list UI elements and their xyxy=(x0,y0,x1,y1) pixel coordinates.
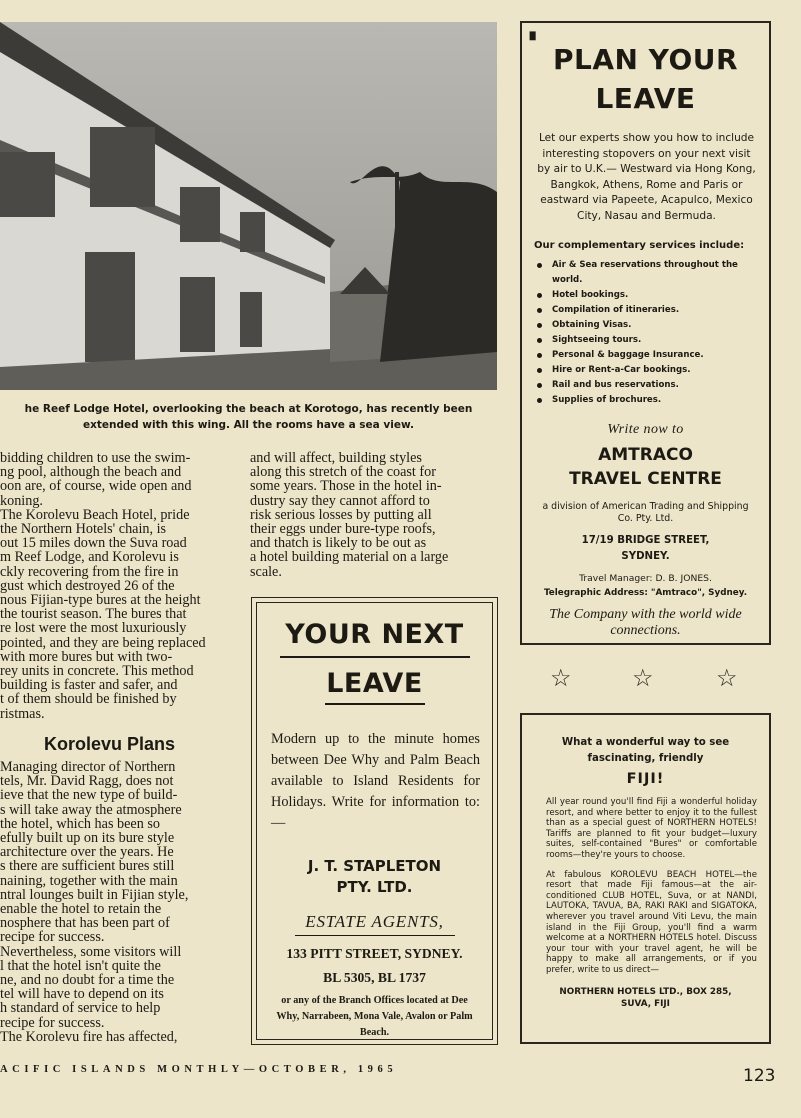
company-name: AMTRACO xyxy=(598,445,693,465)
article-line: nous Fijian-type bures at the height xyxy=(0,593,201,608)
article-line: l that the hotel isn't quite the xyxy=(0,958,161,974)
service-item: Compilation of itineraries. xyxy=(534,303,759,318)
travel-manager: Travel Manager: D. B. JONES. xyxy=(579,573,712,584)
article-line: a hotel building material on a large xyxy=(250,550,449,565)
article-line: h standard of service to help xyxy=(0,1001,161,1016)
street-address: 17/19 BRIDGE STREET, xyxy=(581,535,710,546)
headline-rule xyxy=(280,656,470,658)
stapleton-advert xyxy=(251,597,498,1045)
article-line: nosphere that has been part of xyxy=(0,916,170,931)
article-line: tel will have to depend on its xyxy=(0,987,164,1002)
article-line: some years. Those in the hotel in- xyxy=(250,479,442,494)
article-line: ne, and no doubt for a time the xyxy=(0,973,175,988)
star-icon: ☆ xyxy=(632,666,654,692)
city: SYDNEY. xyxy=(621,551,670,562)
article-line: tels, Mr. David Ragg, does not xyxy=(0,774,174,789)
northern-hotels-advert xyxy=(520,713,771,1044)
article-line: ng pool, although the beach and xyxy=(0,465,182,480)
company-name: J. T. STAPLETON xyxy=(307,857,442,875)
article-line: s there are sufficient bures still xyxy=(0,859,175,874)
advert-paragraph-1: All year round you'll find Fiji a wonderful holiday resort, and where better to enjoy it to the fullest than as a special guest of NORTHERN HOTELS! Tariffs are planned to fit your budget—luxury suites, self-contained "Bures" or comfortable rooms—they're yours to choose. xyxy=(546,797,757,860)
article-line: t of them should be finished by xyxy=(0,692,177,707)
company-suffix: PTY. LTD. xyxy=(336,878,413,896)
article-line: and thatch is likely to be out as xyxy=(250,536,427,551)
article-line: scale. xyxy=(250,564,282,579)
hotel-photo xyxy=(0,22,497,390)
services-heading: Our complementary services include: xyxy=(534,240,745,251)
article-line: Nevertheless, some visitors will xyxy=(0,944,182,959)
article-line: the hotel, which has been so xyxy=(0,816,160,832)
advert-intro: Let our experts show you how to include interesting stopovers on your next visit by air to U.K.— Westward via Hong Kong, Bangkok, Athens, Rome and Paris or eastward via Papeete, Acapulco, Mexico City, Nasau and Bermuda. xyxy=(537,132,756,222)
article-line: ristmas. xyxy=(0,706,45,721)
branch-offices: or any of the Branch Offices located at Dee Why, Narrabeen, Mona Vale, Avalon or Palm Beach. xyxy=(276,995,473,1038)
photo-caption: he Reef Lodge Hotel, overlooking the beach at Korotogo, has recently been extended with this wing. All the rooms have a sea view. xyxy=(24,403,473,431)
service-item: Sightseeing tours. xyxy=(534,333,759,348)
article-column-1 xyxy=(0,451,230,721)
company-division-name: TRAVEL CENTRE xyxy=(569,469,722,489)
advert-headline: What a wonderful way to see fascinating, friendly xyxy=(561,737,730,764)
page-number: 123 xyxy=(743,1066,776,1086)
article-line: Managing director of Northern xyxy=(0,760,176,775)
advert-headline-1: YOUR NEXT xyxy=(285,619,464,650)
article-line: the Northern Hotels' chain, is xyxy=(0,522,167,537)
article-line: along this stretch of the coast for xyxy=(250,465,436,480)
article-line: pointed, and they are being replaced xyxy=(0,635,206,650)
article-line: the tourist season. The bures that xyxy=(0,607,187,622)
service-item: Hotel bookings. xyxy=(534,288,759,303)
article-line: out 15 miles down the Suva road xyxy=(0,536,187,551)
article-line: m Reef Lodge, and Korolevu is xyxy=(0,550,179,565)
article-line: recipe for success. xyxy=(0,930,105,945)
article-line: with more bures but with two- xyxy=(0,649,173,665)
article-line: risk serious losses by putting all xyxy=(250,507,432,523)
article-line: architecture over the years. He xyxy=(0,845,174,860)
telegraphic-address: Telegraphic Address: "Amtraco", Sydney. xyxy=(543,588,748,598)
services-list xyxy=(534,258,759,408)
article-line: ntral lounges built in Fijian style, xyxy=(0,887,189,903)
article-line: ckly recovering from the fire in xyxy=(0,564,179,579)
article-line: efully built up on its bure style xyxy=(0,831,175,846)
article-column-2 xyxy=(250,451,498,579)
advert-body: Modern up to the minute homes between Dee Why and Palm Beach available to Island Residents for Holidays. Write for information to:— xyxy=(271,731,480,831)
service-item: Air & Sea reservations throughout the world. xyxy=(534,258,759,288)
service-item: Obtaining Visas. xyxy=(534,318,759,333)
article-line: s will take away the atmosphere xyxy=(0,802,182,817)
service-item: Hire or Rent-a-Car bookings. xyxy=(534,363,759,378)
star-icon: ☆ xyxy=(716,666,738,692)
advert-headline-2: LEAVE xyxy=(326,668,423,699)
hotel-address-line-1: NORTHERN HOTELS LTD., BOX 285, xyxy=(559,986,732,997)
running-footer: ACIFIC ISLANDS MONTHLY—OCTOBER, 1965 xyxy=(0,1064,398,1075)
article-line: gust which destroyed 26 of the xyxy=(0,578,175,594)
division-note: a division of American Trading and Shipping Co. Pty. Ltd. xyxy=(542,501,749,524)
subheading: Korolevu Plans xyxy=(44,734,176,754)
article-column-1-continued xyxy=(0,760,230,1044)
article-line: rey units in concrete. This method xyxy=(0,664,194,679)
article-line: dustry say they cannot afford to xyxy=(250,493,430,508)
street-address: 133 PITT STREET, SYDNEY. xyxy=(286,946,463,961)
phone-numbers: BL 5305, BL 1737 xyxy=(323,970,426,985)
service-item: Rail and bus reservations. xyxy=(534,378,759,393)
agents-rule xyxy=(295,935,455,936)
article-line: naining, together with the main xyxy=(0,873,178,888)
article-line: ieve that the new type of build- xyxy=(0,788,178,803)
article-line: and will affect, building styles xyxy=(250,451,422,466)
article-line: their eggs under bure-type roofs, xyxy=(250,522,436,537)
write-now: Write now to xyxy=(607,422,684,437)
article-line: oon are, of course, wide open and xyxy=(0,479,192,494)
advert-headline-1: PLAN YOUR xyxy=(552,43,739,76)
article-line: building is faster and safer, and xyxy=(0,678,178,693)
advert-headline-2: LEAVE xyxy=(595,82,696,115)
amtraco-advert xyxy=(520,21,771,645)
star-icon: ☆ xyxy=(550,666,572,692)
article-line: koning. xyxy=(0,493,43,508)
service-item: Personal & baggage Insurance. xyxy=(534,348,759,363)
article-line: bidding children to use the swim- xyxy=(0,451,191,466)
corner-mark: ▘ xyxy=(530,34,541,49)
article-line: re lost were the most luxuriously xyxy=(0,621,187,636)
article-line: The Korolevu Beach Hotel, pride xyxy=(0,507,190,523)
article-line: The Korolevu fire has affected, xyxy=(0,1029,178,1045)
hotel-address-line-2: SUVA, FIJI xyxy=(621,998,670,1009)
advert-paragraph-2: At fabulous KOROLEVU BEACH HOTEL—the resort that made Fiji famous—at the air-conditioned CLUB HOTEL, Suva, or at NANDI, LAUTOKA, TAVUA, BA, RAKI RAKI and SIGATOKA, wherever you travel around Viti Levu, the main island in the Fiji Group, you'll find a warm welcome at a NORTHERN HOTELS hotel. Discuss your tour with your travel agent, he will be happy to make all arrangements, or if you prefer, write to us direct— xyxy=(546,869,757,975)
article-line: recipe for success. xyxy=(0,1015,105,1030)
company-tagline: The Company with the world wide connections. xyxy=(549,607,742,638)
headline-rule xyxy=(325,703,425,705)
service-item: Supplies of brochures. xyxy=(534,393,759,408)
article-line: enable the hotel to retain the xyxy=(0,902,162,917)
fiji-title: FIJI! xyxy=(626,771,665,787)
estate-agents: ESTATE AGENTS, xyxy=(305,912,444,931)
